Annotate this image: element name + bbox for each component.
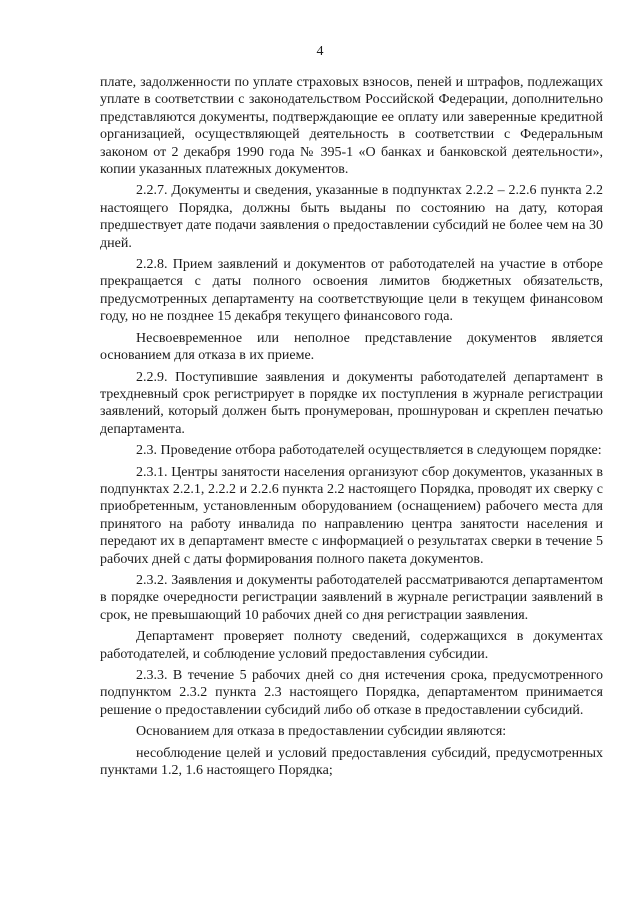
paragraph-noncompliance: несоблюдение целей и условий предоставления субсидий, предусмотренных пунктами 1.2, 1.6 настоящего Порядка; [100, 745, 603, 779]
paragraph-continuation: плате, задолженности по уплате страховых взносов, пеней и штрафов, подлежащих уплате в соответствии с законодательством Российской Федерации, дополнительно представляются документы, подтверждающие ее оплату или заверенные кредитной организацией, осуществляющей деятельность в соответствии с Федеральным законом от 2 декабря 1990 года № 395-1 «О банках и банковской деятельности», копии указанных платежных документов. [100, 75, 603, 178]
paragraph-2-3-1: 2.3.1. Центры занятости населения организуют сбор документов, указанных в подпунктах 2.2.1, 2.2.2 и 2.2.6 пункта 2.2 настоящего Порядка, проводят их сверку с приобретенным, установленным оборудованием (оснащением) рабочего места для принятого на работу инвалида по направлению центра занятости населения и передают их в департамент вместе с информацией о результатах сверки в течение 5 рабочих дней с даты формирования полного пакета документов. [100, 464, 603, 567]
paragraph-refusal-grounds: Основанием для отказа в предоставлении субсидии являются: [136, 724, 507, 740]
paragraph-2-3: 2.3. Проведение отбора работодателей осуществляется в следующем порядке: [136, 443, 602, 459]
paragraph-department-checks: Департамент проверяет полноту сведений, содержащихся в документах работодателей, и соблюдение условий предоставления субсидии. [100, 629, 603, 662]
paragraph-late-submission: Несвоевременное или неполное представление документов является основанием для отказа в их приеме. [100, 330, 603, 364]
page-number: 4 [316, 44, 324, 59]
document-body [100, 74, 603, 783]
paragraph-2-2-8: 2.2.8. Прием заявлений и документов от работодателей на участие в отборе прекращается с даты полного освоения лимитов бюджетных обязательств, предусмотренных департаменту на соответствующие цели в текущем финансовом году, но не позднее 15 декабря текущего финансового года. [100, 257, 603, 325]
paragraph-2-3-2: 2.3.2. Заявления и документы работодателей рассматриваются департаментом в порядке очередности регистрации заявлений в журнале регистрации заявлений в срок, не превышающий 10 рабочих дней со дня регистрации заявления. [100, 572, 603, 623]
paragraph-2-2-7: 2.2.7. Документы и сведения, указанные в подпунктах 2.2.2 – 2.2.6 пункта 2.2 настоящего Порядка, должны быть выданы по состоянию на дату, которая предшествует дате подачи заявления о предоставлении субсидий не более чем на 30 дней. [100, 183, 603, 251]
paragraph-2-2-9: 2.2.9. Поступившие заявления и документы работодателей департамент в трехдневный срок регистрирует в порядке их поступления в журнале регистрации заявлений, который должен быть пронумерован, прошнурован и скреплен печатью департамента. [100, 369, 603, 437]
paragraph-2-3-3: 2.3.3. В течение 5 рабочих дней со дня истечения срока, предусмотренного подпунктом 2.3.2 пункта 2.3 настоящего Порядка, департаментом принимается решение о предоставлении субсидий либо об отказе в предоставлении субсидий. [100, 668, 603, 718]
